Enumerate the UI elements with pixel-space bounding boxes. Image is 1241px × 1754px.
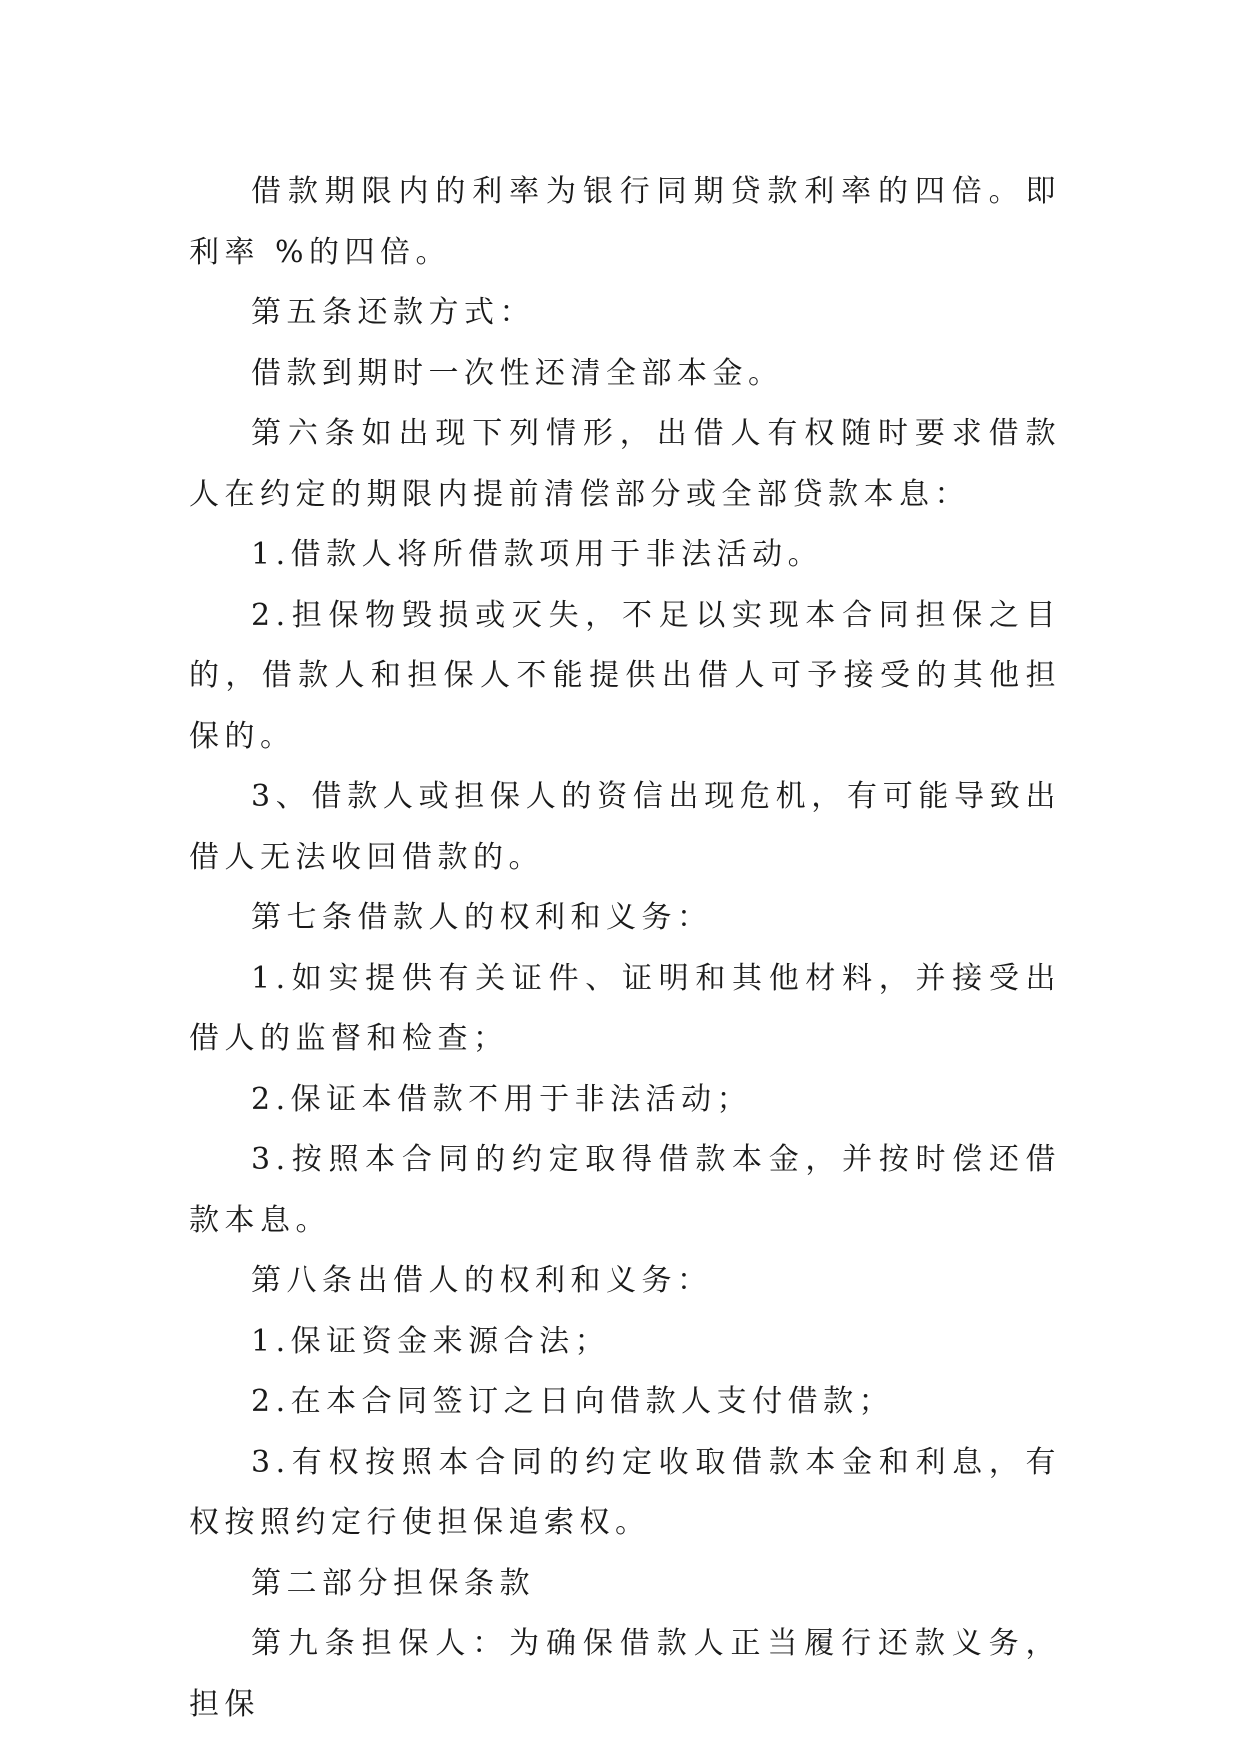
heading-article-9: 第九条担保人：为确保借款人正当履行还款义务，担保 bbox=[189, 1626, 1061, 1722]
list-item-7-3: 3.按照本合同的约定取得借款本金，并按时偿还借款本息。 bbox=[189, 1142, 1061, 1238]
list-item-6-3: 3、借款人或担保人的资信出现危机，有可能导致出借人无法收回借款的。 bbox=[189, 779, 1061, 875]
list-item-7-1: 1.如实提供有关证件、证明和其他材料，并接受出借人的监督和检查； bbox=[189, 960, 1061, 1056]
heading-article-5: 第五条还款方式： bbox=[251, 295, 535, 330]
heading-article-6: 第六条如出现下列情形，出借人有权随时要求借款人在约定的期限内提前清偿部分或全部贷款本息： bbox=[189, 416, 1061, 512]
heading-article-8: 第八条出借人的权利和义务： bbox=[251, 1263, 713, 1298]
list-item-8-2: 2.在本合同签订之日向借款人支付借款； bbox=[251, 1384, 895, 1419]
section-heading-part-2: 第二部分担保条款 bbox=[251, 1565, 535, 1601]
list-item-6-1: 1.借款人将所借款项用于非法活动。 bbox=[251, 537, 824, 572]
list-item-8-3: 3.有权按照本合同的约定收取借款本金和利息，有权按照约定行使担保追索权。 bbox=[189, 1444, 1061, 1540]
list-item-6-2: 2.担保物毁损或灭失，不足以实现本合同担保之目的，借款人和担保人不能提供出借人可予接受的其他担保的。 bbox=[189, 597, 1061, 754]
document-body bbox=[189, 162, 1061, 1735]
list-item-8-1: 1.保证资金来源合法； bbox=[251, 1323, 611, 1359]
list-item-7-2: 2.保证本借款不用于非法活动； bbox=[251, 1081, 753, 1117]
paragraph-interest-rate: 借款期限内的利率为银行同期贷款利率的四倍。即利率 %的四倍。 bbox=[189, 174, 1061, 270]
paragraph-repayment: 借款到期时一次性还清全部本金。 bbox=[251, 355, 784, 391]
heading-article-7: 第七条借款人的权利和义务： bbox=[251, 900, 713, 935]
